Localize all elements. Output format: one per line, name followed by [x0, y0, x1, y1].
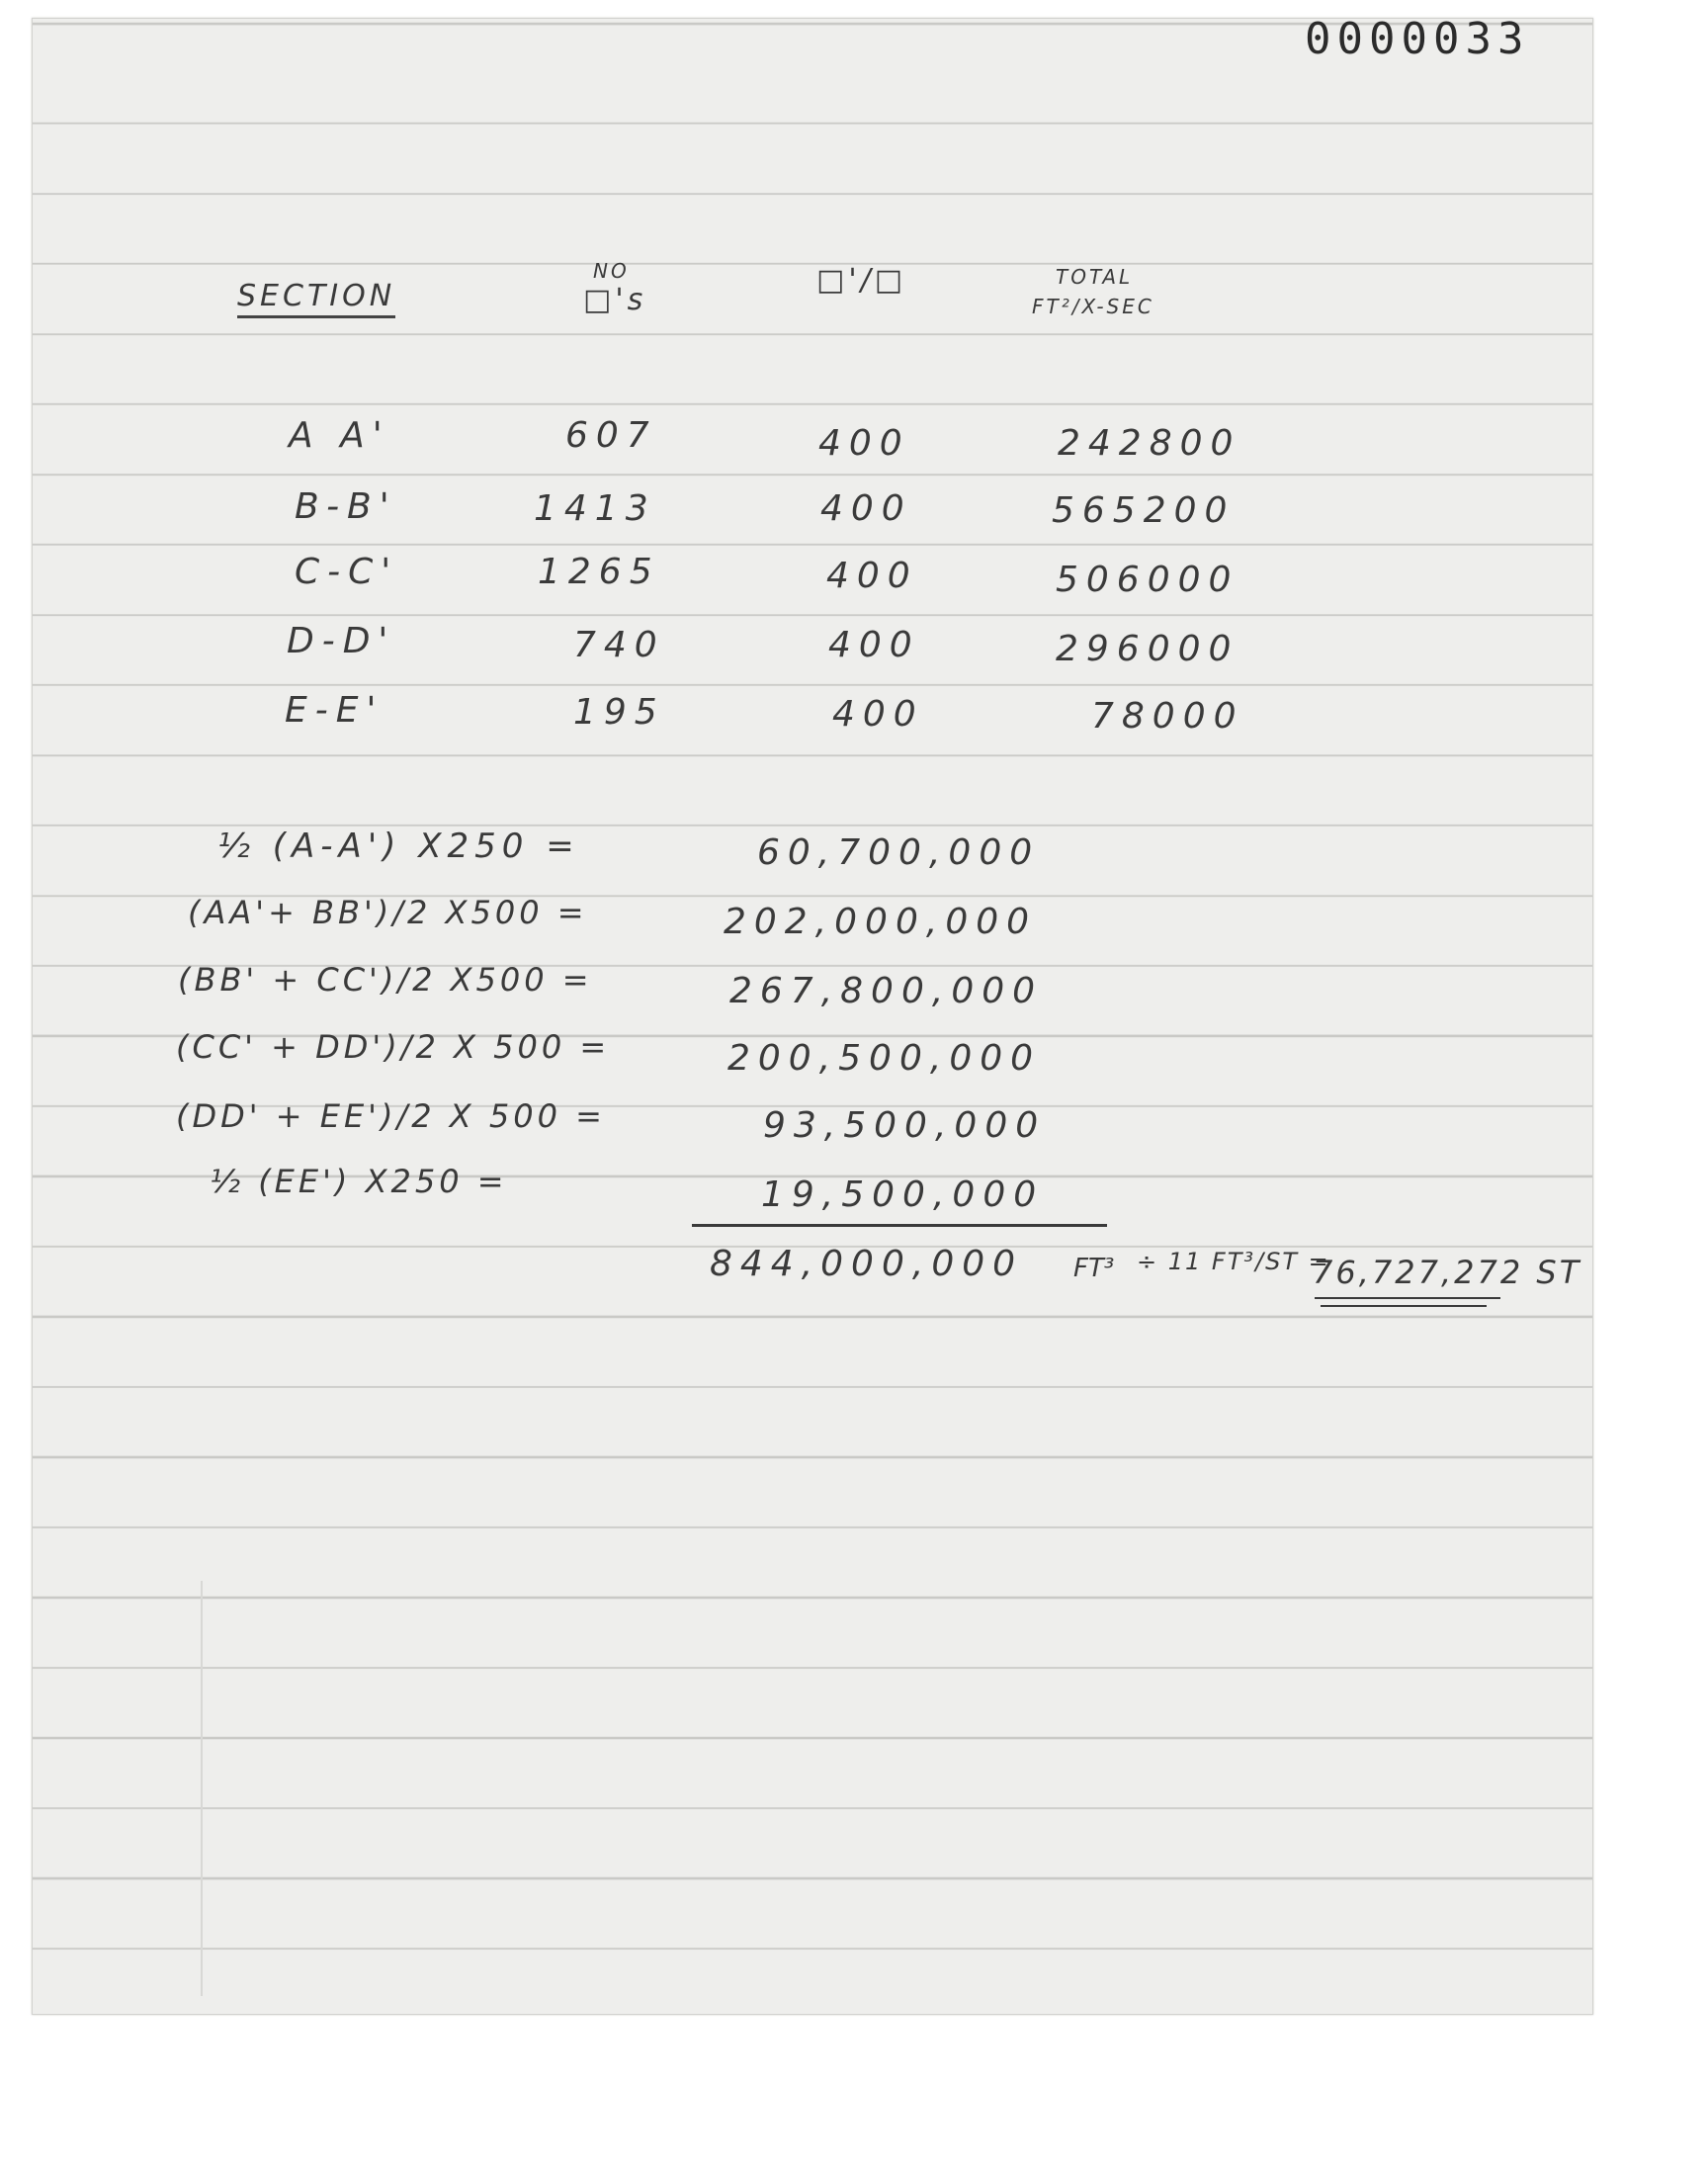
calc-expression: (CC' + DD')/2 X 500 =: [176, 1028, 611, 1066]
row-total: 506000: [1056, 560, 1239, 600]
row-total: 296000: [1056, 629, 1239, 669]
calc-result: 200,500,000: [727, 1038, 1042, 1079]
row-count: 1413: [534, 488, 656, 529]
row-section: A A': [289, 415, 390, 456]
short-tons-result: 76,727,272 ST: [1313, 1254, 1582, 1291]
row-total: 242800: [1058, 423, 1241, 464]
row-section: E-E': [285, 690, 384, 731]
calc-result: 60,700,000: [757, 832, 1041, 873]
row-count: 607: [565, 415, 657, 456]
calc-expression: ½ (A-A') X250 =: [217, 826, 580, 866]
row-section: C-C': [295, 552, 399, 592]
document-number: 0000033: [1305, 14, 1530, 64]
calc-expression: (BB' + CC')/2 X500 =: [178, 961, 593, 999]
row-section: D-D': [287, 621, 396, 661]
calc-expression: (AA'+ BB')/2 X500 =: [188, 894, 588, 931]
conversion-factor: ÷ 11 FT³/ST =: [1137, 1248, 1330, 1275]
result-underline: [1315, 1297, 1500, 1299]
grand-total-unit: FT³: [1073, 1254, 1115, 1283]
per-column-header: □'/□: [816, 263, 907, 298]
row-total: 565200: [1052, 490, 1236, 531]
row-section: B-B': [295, 486, 397, 527]
row-per: 400: [828, 625, 920, 665]
total-column-header-bottom: FT²/X-SEC: [1032, 295, 1154, 318]
section-column-header: SECTION: [237, 279, 395, 318]
calc-result: 93,500,000: [763, 1105, 1047, 1146]
row-per: 400: [832, 694, 924, 735]
calc-result: 202,000,000: [724, 902, 1038, 942]
calc-result: 267,800,000: [729, 971, 1044, 1011]
row-per: 400: [820, 488, 912, 529]
count-column-header-bottom: □'s: [583, 283, 647, 317]
margin-line: [201, 1581, 203, 1996]
row-per: 400: [818, 423, 910, 464]
row-total: 78000: [1091, 696, 1244, 737]
sum-line: [692, 1224, 1107, 1227]
count-column-header-top: NO: [593, 259, 630, 283]
calc-expression: ½ (EE') X250 =: [210, 1163, 508, 1200]
calc-result: 19,500,000: [761, 1174, 1045, 1215]
row-per: 400: [826, 556, 918, 596]
calc-expression: (DD' + EE')/2 X 500 =: [176, 1097, 606, 1135]
result-underline: [1321, 1305, 1487, 1307]
total-column-header-top: TOTAL: [1056, 265, 1134, 289]
row-count: 1265: [538, 552, 660, 592]
row-count: 740: [573, 625, 665, 665]
row-count: 195: [573, 692, 665, 733]
grand-total-volume: 844,000,000: [710, 1244, 1024, 1284]
